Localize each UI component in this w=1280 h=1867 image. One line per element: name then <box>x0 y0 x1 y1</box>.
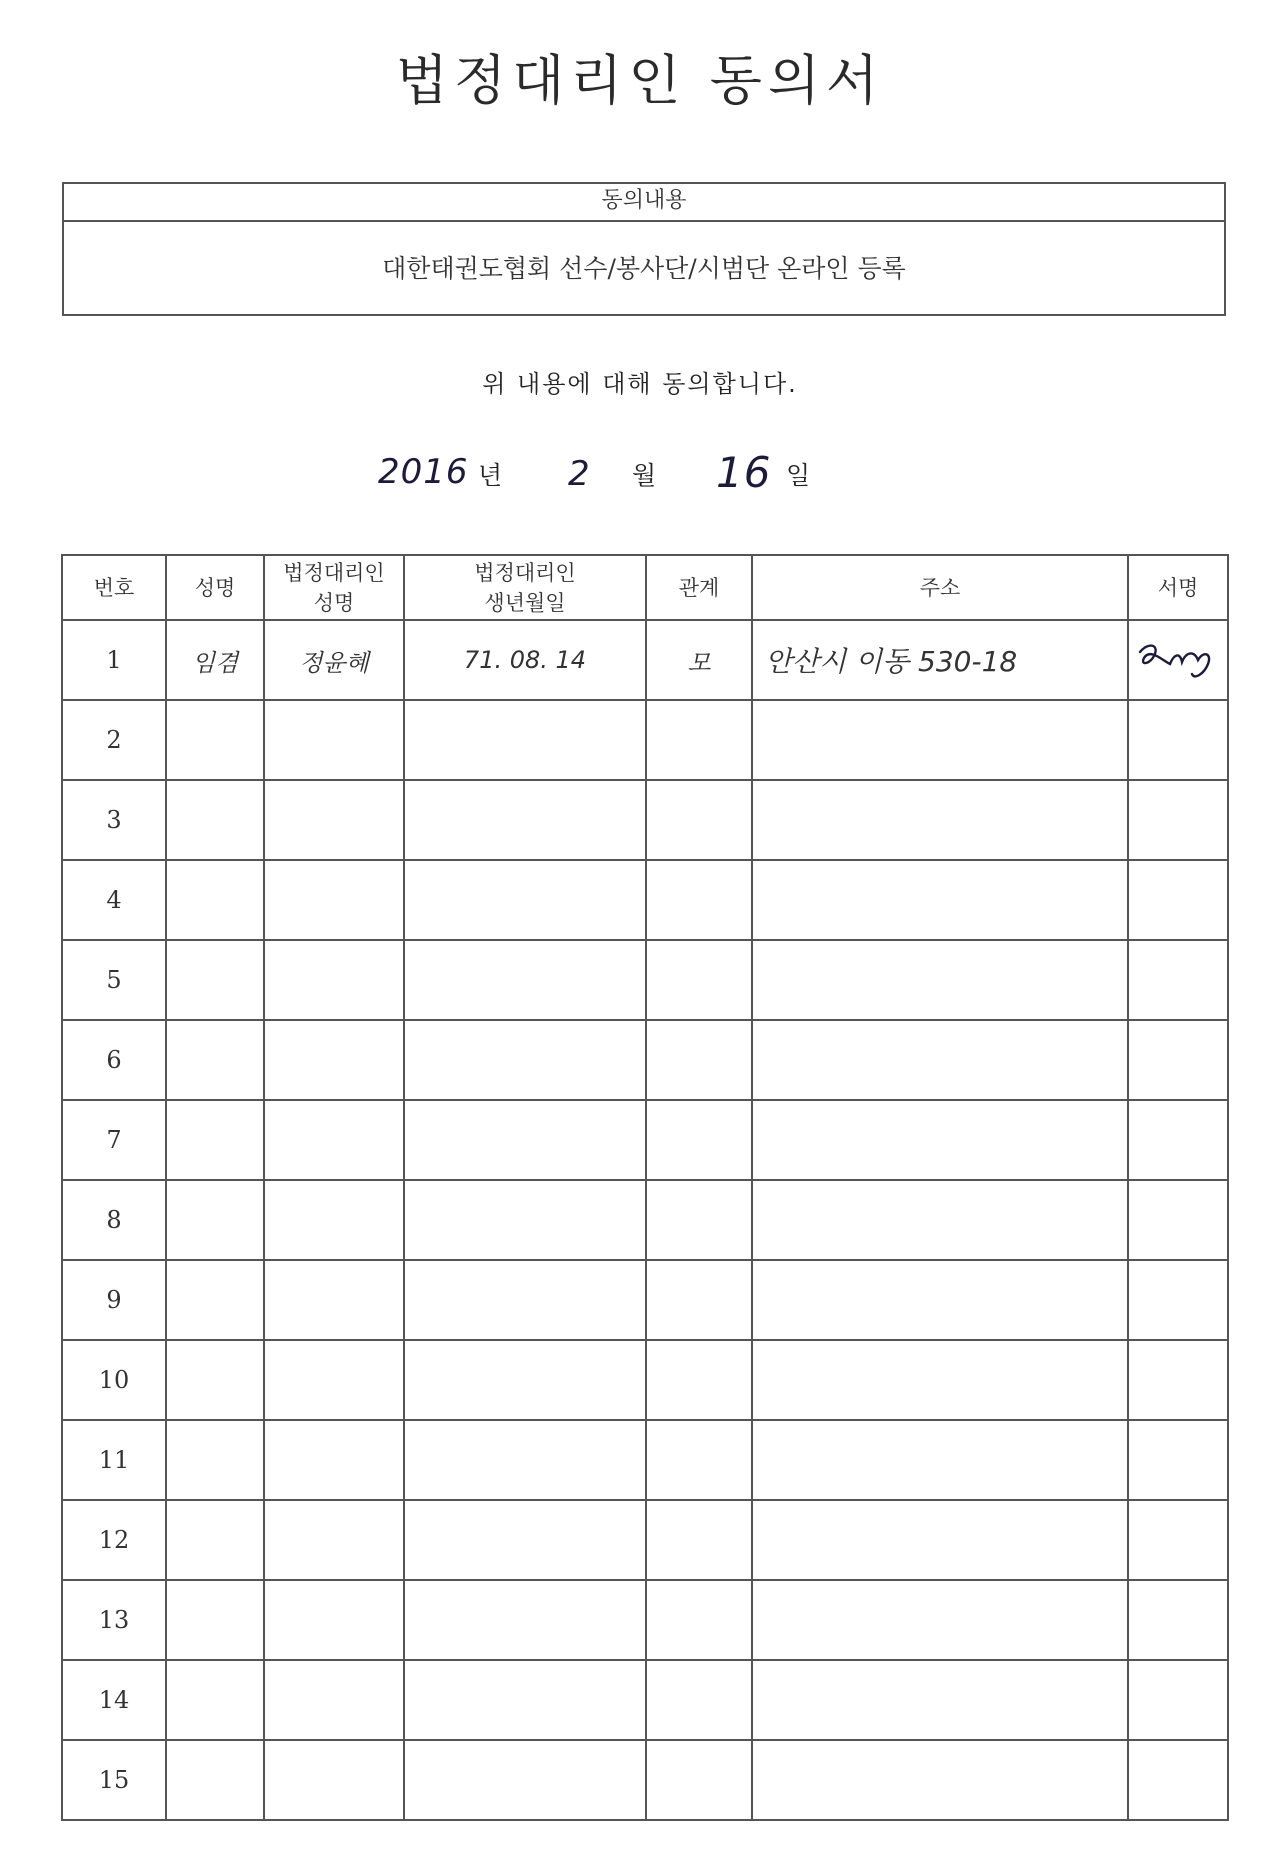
date-year: 2016 <box>378 452 469 492</box>
cell-name <box>166 1020 264 1100</box>
table-row <box>62 1740 1228 1820</box>
cell-guardian-name <box>264 1020 404 1100</box>
document-title: 법정대리인 동의서 <box>395 49 885 112</box>
table-row <box>62 940 1228 1020</box>
cell-no: 13 <box>62 1580 166 1660</box>
table-row <box>62 1580 1228 1660</box>
col-header-guardian-name: 법정대리인 성명 <box>264 555 404 620</box>
cell-name <box>166 1260 264 1340</box>
cell-guardian-name <box>264 1100 404 1180</box>
cell-name <box>166 860 264 940</box>
cell-guardian-name <box>264 1500 404 1580</box>
cell-relation <box>646 1580 752 1660</box>
cell-guardian-birth: 71. 08. 14 <box>404 620 646 700</box>
cell-guardian-name <box>264 1660 404 1740</box>
cell-guardian-name <box>264 940 404 1020</box>
cell-guardian-name: 정윤혜 <box>264 620 404 700</box>
cell-name <box>166 1660 264 1740</box>
cell-guardian-birth <box>404 1660 646 1740</box>
cell-address <box>752 1180 1128 1260</box>
cell-no: 14 <box>62 1660 166 1740</box>
cell-guardian-name <box>264 1580 404 1660</box>
date-day: 16 <box>716 448 772 497</box>
cell-relation <box>646 1260 752 1340</box>
cell-name <box>166 1180 264 1260</box>
cell-name <box>166 1100 264 1180</box>
cell-address <box>752 940 1128 1020</box>
cell-relation: 모 <box>646 620 752 700</box>
cell-no: 9 <box>62 1260 166 1340</box>
cell-guardian-name <box>264 860 404 940</box>
cell-guardian-name <box>264 1420 404 1500</box>
signature-mark <box>1134 634 1222 686</box>
col-header-signature: 서명 <box>1128 555 1228 620</box>
cell-guardian-birth <box>404 780 646 860</box>
cell-address <box>752 1100 1128 1180</box>
cell-relation <box>646 1020 752 1100</box>
date-day-unit: 일 <box>786 461 811 490</box>
table-row <box>62 1100 1228 1180</box>
cell-no: 11 <box>62 1420 166 1500</box>
date-month-unit: 월 <box>632 461 657 490</box>
cell-name: 임겸 <box>166 620 264 700</box>
table-row <box>62 1180 1228 1260</box>
consent-header: 동의내용 <box>64 184 1224 222</box>
cell-no: 15 <box>62 1740 166 1820</box>
cell-signature <box>1128 1500 1228 1580</box>
cell-address <box>752 1500 1128 1580</box>
cell-relation <box>646 1420 752 1500</box>
cell-signature <box>1128 1740 1228 1820</box>
table-row <box>62 1020 1228 1100</box>
col-header-address: 주소 <box>752 555 1128 620</box>
cell-guardian-birth <box>404 1180 646 1260</box>
col-header-name: 성명 <box>166 555 264 620</box>
cell-address <box>752 860 1128 940</box>
table-row <box>62 1260 1228 1340</box>
cell-guardian-name <box>264 1260 404 1340</box>
cell-relation <box>646 700 752 780</box>
cell-no: 1 <box>62 620 166 700</box>
col-header-relation: 관계 <box>646 555 752 620</box>
cell-guardian-birth <box>404 700 646 780</box>
cell-guardian-name <box>264 1340 404 1420</box>
cell-relation <box>646 1340 752 1420</box>
cell-name <box>166 780 264 860</box>
cell-guardian-birth <box>404 1260 646 1340</box>
cell-address <box>752 1740 1128 1820</box>
cell-relation <box>646 1100 752 1180</box>
cell-address <box>752 1660 1128 1740</box>
col-header-guardian-birth: 법정대리인 생년월일 <box>404 555 646 620</box>
table-header-row <box>62 555 1228 620</box>
cell-guardian-birth <box>404 1100 646 1180</box>
cell-signature <box>1128 940 1228 1020</box>
cell-address <box>752 700 1128 780</box>
cell-signature <box>1128 620 1228 700</box>
cell-signature <box>1128 700 1228 780</box>
cell-name <box>166 1500 264 1580</box>
cell-no: 8 <box>62 1180 166 1260</box>
cell-guardian-name <box>264 780 404 860</box>
cell-signature <box>1128 1180 1228 1260</box>
cell-relation <box>646 1180 752 1260</box>
cell-relation <box>646 940 752 1020</box>
cell-no: 5 <box>62 940 166 1020</box>
consent-content: 대한태권도협회 선수/봉사단/시범단 온라인 등록 <box>382 254 906 283</box>
cell-name <box>166 1740 264 1820</box>
cell-guardian-name <box>264 700 404 780</box>
date-month: 2 <box>568 454 591 494</box>
cell-address <box>752 1580 1128 1660</box>
cell-signature <box>1128 1660 1228 1740</box>
cell-signature <box>1128 1580 1228 1660</box>
cell-signature <box>1128 1260 1228 1340</box>
date-line <box>0 448 1280 508</box>
cell-guardian-birth <box>404 860 646 940</box>
cell-guardian-birth <box>404 1020 646 1100</box>
cell-signature <box>1128 1420 1228 1500</box>
cell-no: 7 <box>62 1100 166 1180</box>
cell-name <box>166 700 264 780</box>
cell-guardian-birth <box>404 1340 646 1420</box>
cell-guardian-name <box>264 1740 404 1820</box>
cell-guardian-birth <box>404 940 646 1020</box>
cell-address: 안산시 이동 530-18 <box>752 620 1128 700</box>
cell-name <box>166 1420 264 1500</box>
registration-table <box>61 554 1229 1821</box>
cell-name <box>166 1580 264 1660</box>
cell-no: 3 <box>62 780 166 860</box>
table-row <box>62 860 1228 940</box>
cell-relation <box>646 860 752 940</box>
cell-address <box>752 1260 1128 1340</box>
cell-guardian-birth <box>404 1500 646 1580</box>
cell-signature <box>1128 1020 1228 1100</box>
date-year-unit: 년 <box>478 461 503 490</box>
cell-no: 10 <box>62 1340 166 1420</box>
cell-guardian-name <box>264 1180 404 1260</box>
col-header-no: 번호 <box>62 555 166 620</box>
cell-signature <box>1128 860 1228 940</box>
cell-address <box>752 1020 1128 1100</box>
cell-address <box>752 780 1128 860</box>
cell-no: 4 <box>62 860 166 940</box>
table-row <box>62 1420 1228 1500</box>
cell-guardian-birth <box>404 1420 646 1500</box>
cell-address <box>752 1340 1128 1420</box>
cell-relation <box>646 1660 752 1740</box>
cell-no: 2 <box>62 700 166 780</box>
table-row <box>62 1500 1228 1580</box>
cell-signature <box>1128 1100 1228 1180</box>
cell-relation <box>646 780 752 860</box>
consent-box <box>62 182 1226 316</box>
cell-name <box>166 1340 264 1420</box>
cell-signature <box>1128 1340 1228 1420</box>
cell-relation <box>646 1500 752 1580</box>
cell-no: 12 <box>62 1500 166 1580</box>
cell-signature <box>1128 780 1228 860</box>
cell-guardian-birth <box>404 1740 646 1820</box>
cell-relation <box>646 1740 752 1820</box>
cell-address <box>752 1420 1128 1500</box>
table-row <box>62 700 1228 780</box>
table-row <box>62 1340 1228 1420</box>
table-row <box>62 1660 1228 1740</box>
table-row <box>62 780 1228 860</box>
cell-no: 6 <box>62 1020 166 1100</box>
table-row <box>62 620 1228 700</box>
cell-name <box>166 940 264 1020</box>
cell-guardian-birth <box>404 1580 646 1660</box>
agreement-text: 위 내용에 대해 동의합니다. <box>482 370 798 398</box>
